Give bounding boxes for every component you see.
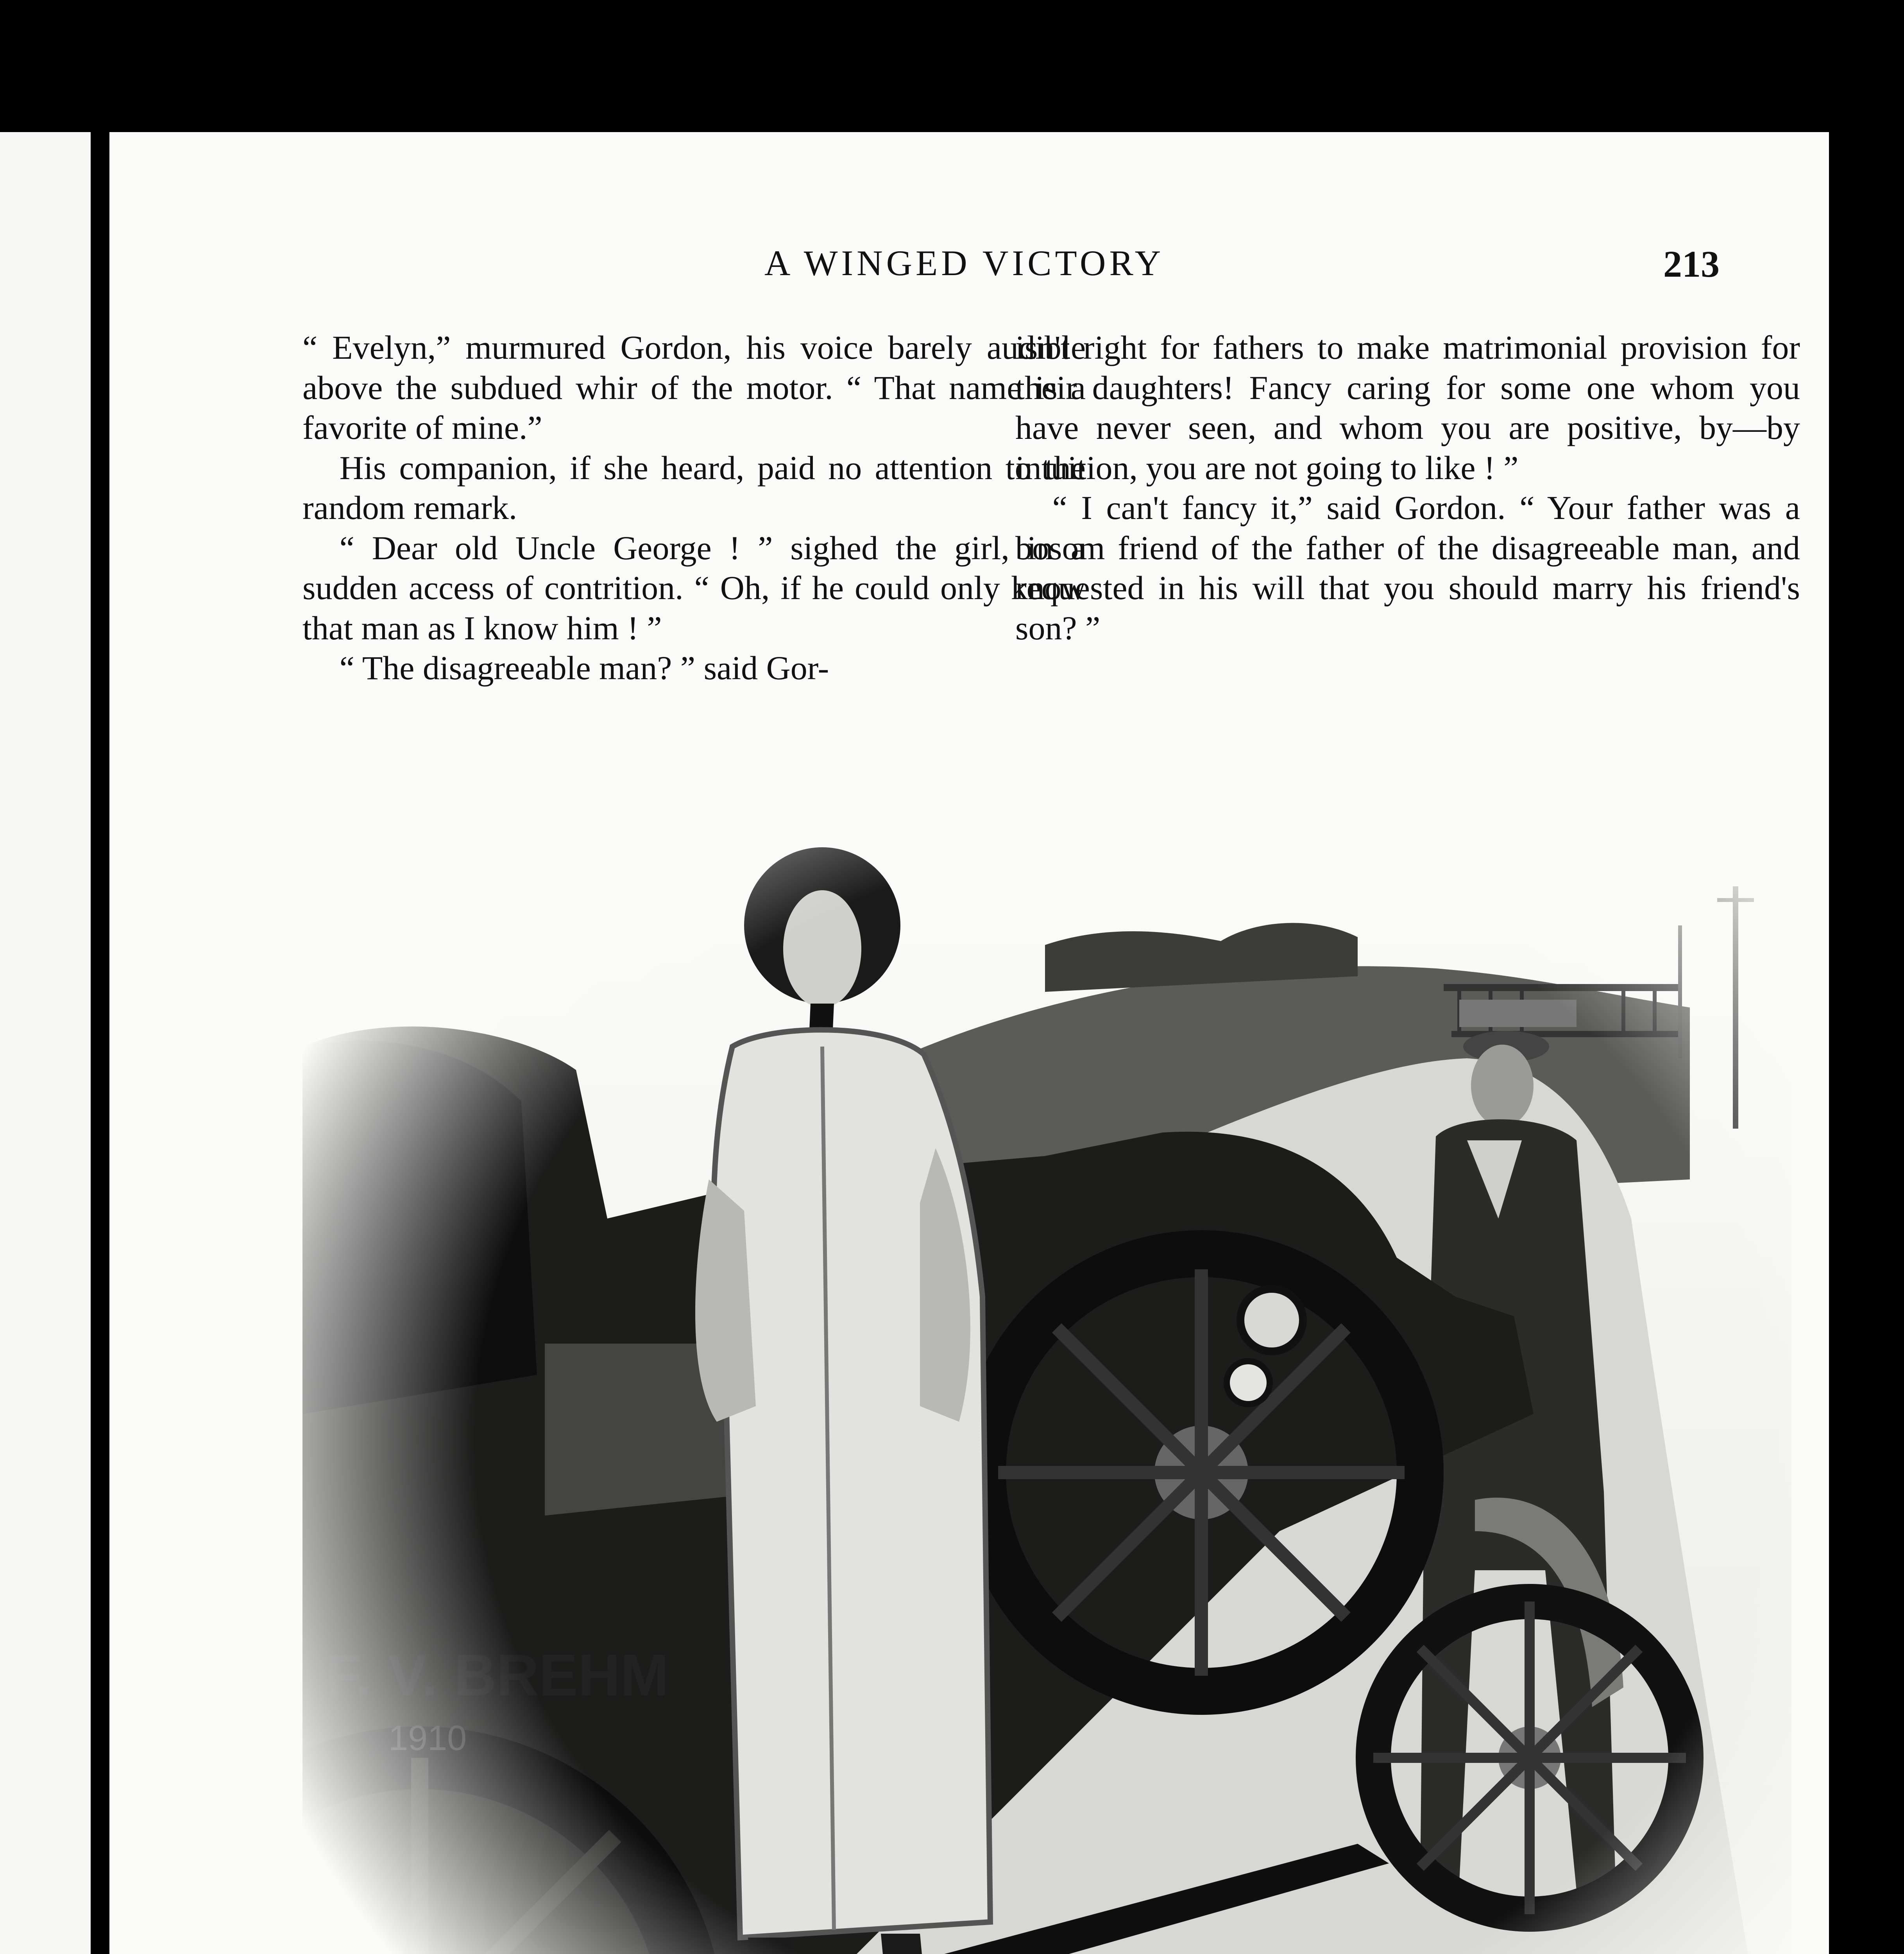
- text-column-top-right: [1015, 327, 1800, 648]
- paragraph: His companion, if she heard, paid no attention to the random remark.: [302, 449, 1086, 526]
- magazine-page: [109, 132, 1829, 1954]
- paragraph: isn't right for fathers to make matrimonial provision for their daughters! Fancy caring for some one whom you have never seen, and whom you are positive, by—by intuition, you are not going to like ! ”: [1015, 329, 1800, 487]
- page-number: 213: [1663, 243, 1720, 285]
- facing-page-edge: [0, 132, 91, 1954]
- paragraph: “ The disagreeable man? ” said Gor-: [339, 649, 829, 687]
- running-title: A WINGED VICTORY: [764, 243, 1165, 283]
- paragraph: “ Dear old Uncle George ! ” sighed the girl, in a sudden access of contrition. “ Oh, if he could only know that man as I know him ! ”: [302, 529, 1086, 647]
- page-header: [109, 242, 1829, 297]
- vignette: [302, 828, 1791, 1954]
- paragraph: “ I can't fancy it,” said Gordon. “ Your father was a bosom friend of the father of the disagreeable man, and requested in his will that you should marry his friend's son? ”: [1015, 489, 1800, 647]
- paragraph: “ Evelyn,” murmured Gordon, his voice barely audible above the subdued whir of the motor. “ That name is a favorite of mine.”: [302, 329, 1086, 446]
- text-column-top-left: [302, 327, 1086, 688]
- illustration-woman-by-motor-car: [302, 828, 1791, 1954]
